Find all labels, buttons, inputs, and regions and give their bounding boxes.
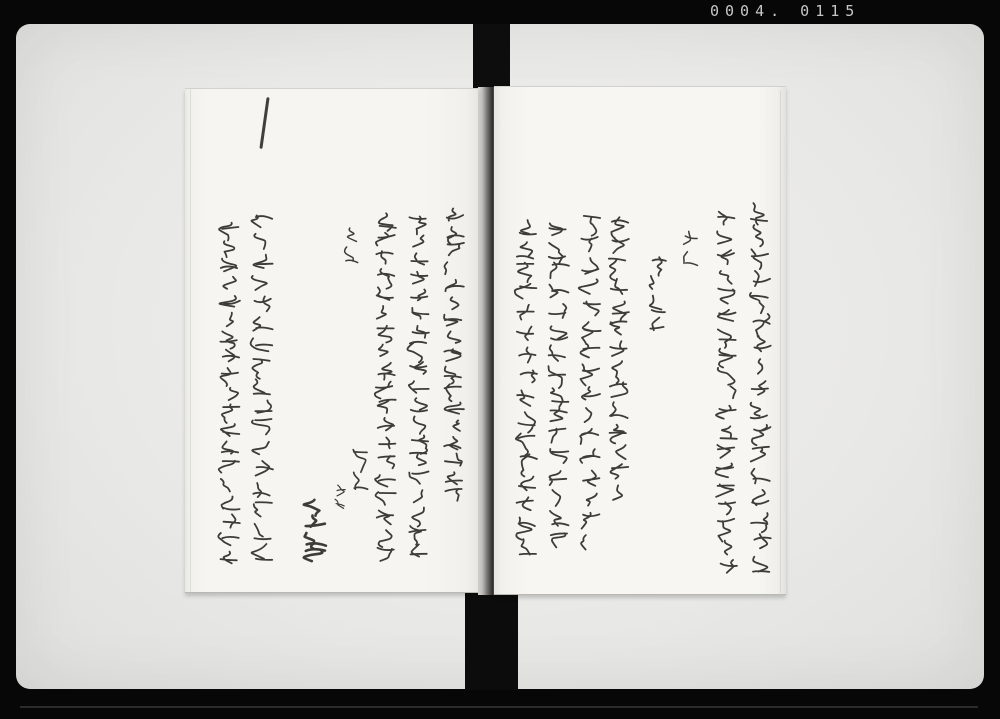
text-column	[217, 219, 239, 571]
handwriting-ink	[546, 219, 568, 554]
text-column	[406, 213, 428, 564]
film-frame-counter: 0004. 0115	[710, 2, 861, 20]
text-column-header	[682, 229, 698, 271]
text-column	[514, 217, 536, 562]
spine-shadow-bottom	[465, 592, 518, 690]
handwriting-ink	[343, 226, 359, 268]
text-column	[441, 206, 463, 508]
handwriting-ink	[441, 206, 463, 508]
signature-village-column	[350, 446, 368, 498]
handwriting-ink	[300, 496, 326, 568]
right-page	[494, 86, 786, 595]
handwriting-ink	[514, 217, 536, 562]
text-column	[714, 209, 736, 581]
text-column	[578, 213, 600, 557]
handwriting-ink	[250, 211, 272, 566]
signature-name-column	[300, 496, 326, 568]
signature-title-column	[334, 483, 345, 515]
book-spine-gap	[478, 87, 494, 595]
text-column	[250, 211, 272, 566]
handwriting-ink	[217, 219, 239, 571]
text-column	[748, 201, 770, 579]
page-number-stroke	[259, 97, 269, 149]
spine-shadow-top	[473, 24, 510, 89]
text-column	[546, 219, 568, 554]
handwriting-ink	[406, 213, 428, 564]
handwriting-ink	[648, 253, 666, 338]
handwriting-ink	[373, 211, 395, 568]
text-column	[648, 253, 666, 338]
left-page	[185, 88, 478, 593]
handwriting-ink	[350, 446, 368, 498]
handwriting-ink	[714, 209, 736, 581]
text-column	[606, 215, 628, 507]
handwriting-ink	[682, 229, 698, 271]
scan-line-artifact	[20, 706, 978, 708]
text-column	[373, 211, 395, 568]
text-column-header	[343, 226, 359, 268]
handwriting-ink	[578, 213, 600, 557]
handwriting-ink	[606, 215, 628, 507]
handwriting-ink	[334, 483, 345, 515]
page-number-mark	[257, 97, 271, 151]
handwriting-ink	[748, 201, 770, 579]
